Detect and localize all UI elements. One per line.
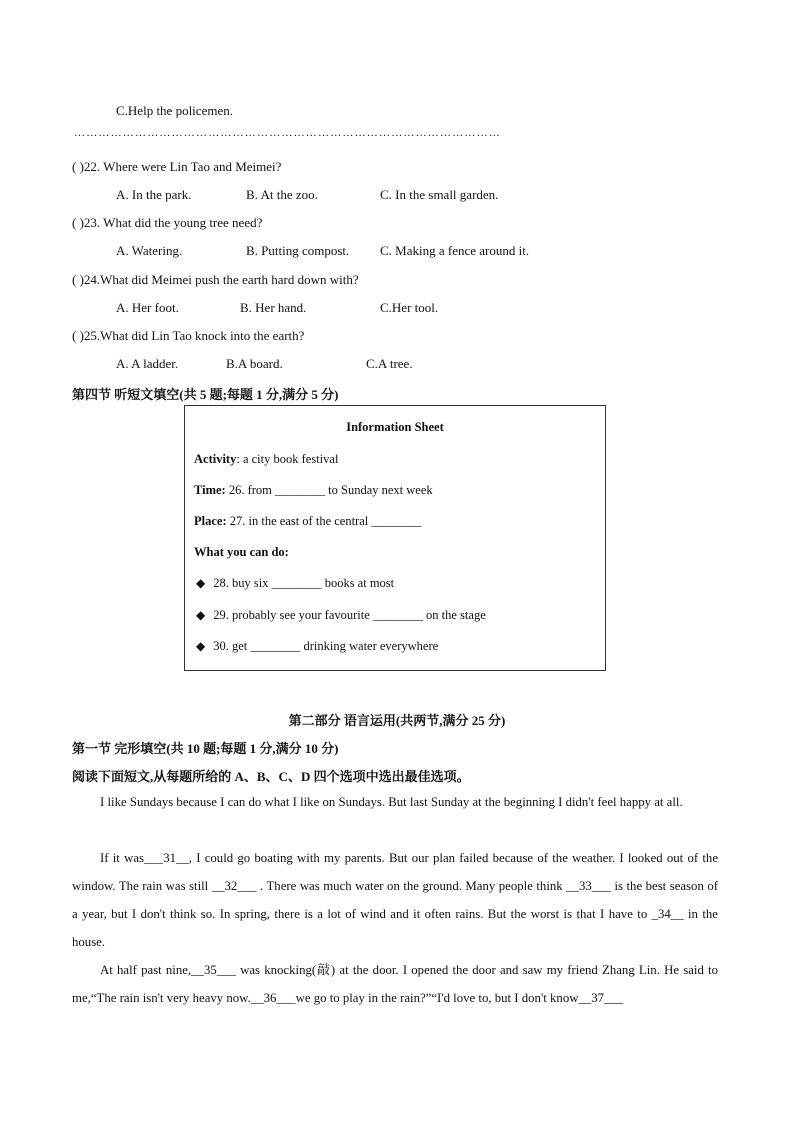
info-time-label: Time:: [194, 483, 226, 497]
info-place-row: [194, 514, 421, 529]
part-2-section-1-heading: 第一节 完形填空(共 10 题;每题 1 分,满分 10 分): [72, 741, 339, 756]
info-can-do-label: What you can do:: [194, 545, 289, 559]
question-23-option-a: A. Watering.: [116, 243, 183, 258]
dotted-divider: ……………………………………………………………………………………………: [74, 127, 501, 139]
option-c-21: C.Help the policemen.: [116, 103, 233, 118]
question-23-option-c: C. Making a fence around it.: [380, 243, 530, 258]
info-sheet-title: Information Sheet: [346, 420, 444, 434]
question-22-option-a: A. In the park.: [116, 187, 192, 202]
question-24-option-c: C.Her tool.: [380, 300, 439, 315]
passage-paragraph-2: If it was___31__, I could go boating with my parents. But our plan failed because of the weather. I looked out of the window. The rain was still __32___ . There was much water on the ground. Many people think __33___ is the best season of a year, but I don't think so. In spring, there is a lot of wind and it often rains. But the worst is that I have to _34__ in the house.: [72, 851, 718, 949]
question-23-stem: ( )23. What did the young tree need?: [72, 215, 263, 230]
question-24-option-b: B. Her hand.: [240, 300, 307, 315]
section-4-heading: 第四节 听短文填空(共 5 题;每题 1 分,满分 5 分): [72, 387, 339, 402]
question-23-option-b: B. Putting compost.: [246, 243, 350, 258]
info-time-row: [194, 483, 433, 498]
part-2-instruction: 阅读下面短文,从每题所给的 A、B、C、D 四个选项中选出最佳选项。: [72, 769, 470, 784]
diamond-bullet-icon: ◆: [196, 639, 206, 653]
info-time-value: 26. from ________ to Sunday next week: [225, 483, 433, 497]
info-activity-label: Activity: [194, 452, 237, 466]
passage-paragraph-1: I like Sundays because I can do what I like on Sundays. But last Sunday at the beginning I didn't feel happy at all.: [100, 795, 683, 809]
info-place-value: 27. in the east of the central ________: [226, 514, 422, 528]
question-25-option-a: A. A ladder.: [116, 356, 179, 371]
diamond-bullet-icon: ◆: [196, 576, 206, 590]
information-sheet-box: [184, 405, 606, 671]
diamond-bullet-icon: ◆: [196, 608, 206, 622]
info-item-30: [196, 639, 438, 654]
info-activity-row: [194, 452, 338, 467]
info-item-29-text: 29. probably see your favourite ________ on the stage: [213, 608, 486, 622]
info-item-28-text: 28. buy six ________ books at most: [213, 576, 395, 590]
question-25-stem: ( )25.What did Lin Tao knock into the earth?: [72, 328, 305, 343]
info-place-label: Place:: [194, 514, 227, 528]
question-22-option-b: B. At the zoo.: [246, 187, 318, 202]
question-22-stem: ( )22. Where were Lin Tao and Meimei?: [72, 159, 282, 174]
info-item-28: [196, 576, 394, 591]
passage-paragraph-3: At half past nine,__35___ was knocking(敲) at the door. I opened the door and saw my friend Zhang Lin. He said to me,“The rain isn't very heavy now.__36___we go to play in the rain?”“I'd love to, but I don't know__37___: [72, 963, 718, 1005]
info-activity-value: : a city book festival: [236, 452, 339, 466]
question-24-option-a: A. Her foot.: [116, 300, 179, 315]
info-item-30-text: 30. get ________ drinking water everywhere: [213, 639, 439, 653]
part-2-heading: 第二部分 语言运用(共两节,满分 25 分): [288, 713, 506, 728]
question-22-option-c: C. In the small garden.: [380, 187, 499, 202]
question-24-stem: ( )24.What did Meimei push the earth hard down with?: [72, 272, 359, 287]
question-25-option-b: B.A board.: [226, 356, 283, 371]
question-25-option-c: C.A tree.: [366, 356, 413, 371]
info-item-29: [196, 608, 486, 623]
